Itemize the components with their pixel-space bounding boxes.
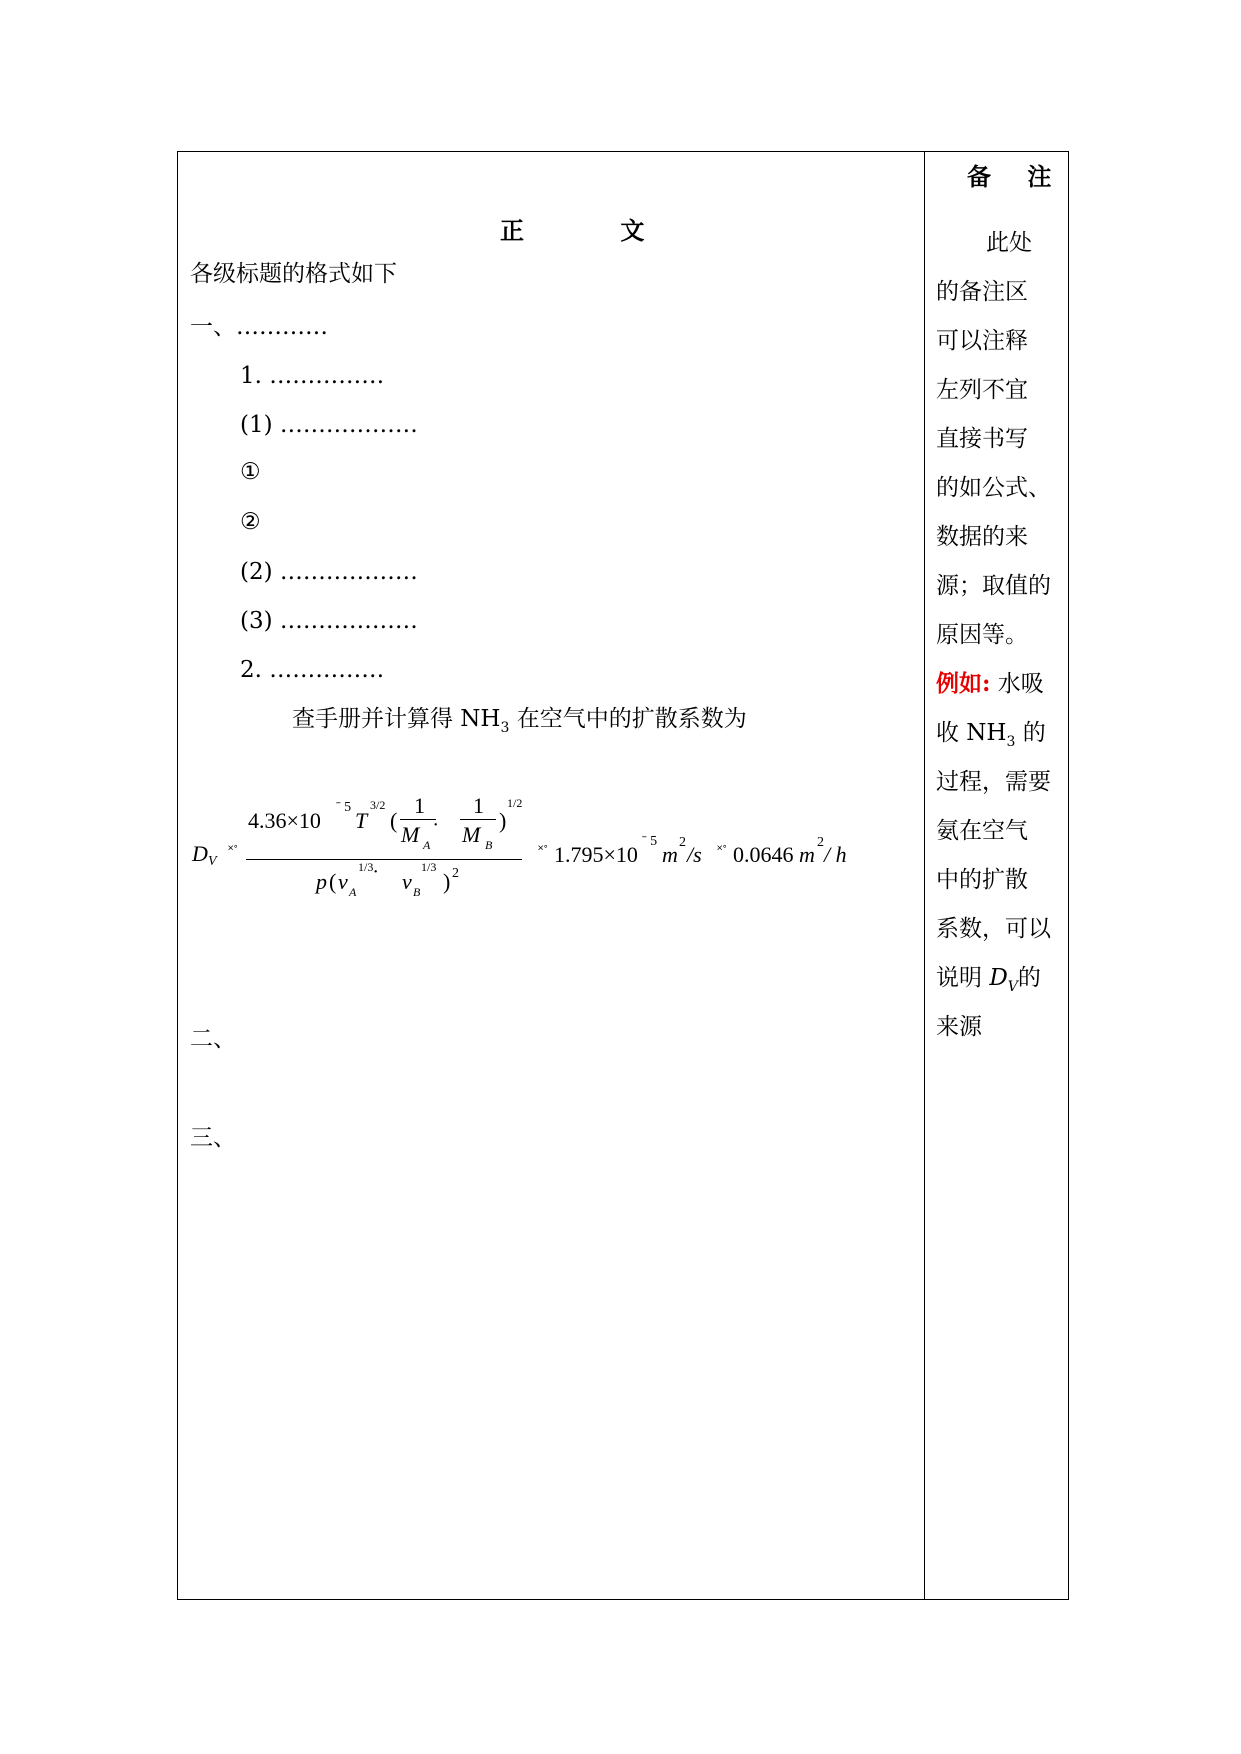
note-example-line-1 xyxy=(936,670,1044,698)
formula-den-exp2: 1/3 xyxy=(421,860,437,874)
note-line-1: 此处 xyxy=(986,230,1032,256)
formula-approx-1: ˟˚ xyxy=(228,844,239,859)
note-example-line-5: 中的扩散 xyxy=(936,867,1028,893)
note-line-7: 数据的来 xyxy=(936,524,1028,550)
formula-unit1-s: /s xyxy=(687,842,702,867)
heading-level-4-item-2: ② xyxy=(240,509,261,535)
formula-unit1-m: m xyxy=(662,842,678,867)
formula-unit1-sq: 2 xyxy=(679,835,686,850)
formula-den-vB-sub: B xyxy=(413,885,421,899)
formula-unit2-sq: 2 xyxy=(817,835,824,850)
formula-den-close: ) xyxy=(443,869,451,894)
formula-result2: 0.0646 xyxy=(733,842,794,867)
note-line-9: 原因等。 xyxy=(936,622,1028,648)
formula-T-exp: 3/2 xyxy=(370,798,386,812)
heading-level-4-item-1: ① xyxy=(240,459,261,485)
formula-numerator-coef: 4.36×10 xyxy=(248,808,321,833)
example-line-7-D-sub: V xyxy=(1007,979,1018,995)
formula-T: T xyxy=(355,808,368,833)
formula-outer-exp: 1/2 xyxy=(507,796,523,810)
calc-text-subscript: 3 xyxy=(500,720,510,736)
note-line-3: 可以注释 xyxy=(936,328,1028,354)
notes-header: 备 注 xyxy=(967,163,1066,191)
heading-level-2-item-2: 2. …………… xyxy=(240,657,385,683)
formula-result1: 1.795×10 xyxy=(554,842,638,867)
formula-approx-2: ˟˚ xyxy=(538,844,549,859)
formula-frac1-den: M xyxy=(401,822,420,847)
formula-paren-open: ( xyxy=(390,808,398,833)
example-line-7-after: 的 xyxy=(1017,965,1041,991)
example-line-7-before: 说明 xyxy=(936,965,990,991)
heading-level-3-item-1: (1) ……………… xyxy=(240,412,418,438)
formula-unit2-m: m xyxy=(799,842,815,867)
intro-text: 各级标题的格式如下 xyxy=(190,261,397,287)
heading-level-3-item-2: (2) ……………… xyxy=(240,559,418,585)
formula-frac1-num: 1 xyxy=(414,793,425,818)
heading-level-1: 一、………… xyxy=(190,314,328,340)
example-label: 例如: xyxy=(936,670,991,697)
example-line-7-D: D xyxy=(989,965,1008,991)
heading-level-3-item-3: (3) ……………… xyxy=(240,608,418,634)
formula-dot: ˙ xyxy=(432,818,440,843)
example-line-2-sub: 3 xyxy=(1006,734,1016,750)
section-2-heading: 二、 xyxy=(190,1026,236,1052)
formula-den-vA-sub: A xyxy=(349,885,357,899)
example-line-1-rest: 水吸 xyxy=(990,671,1044,697)
formula-paren-close: ) xyxy=(499,808,507,833)
formula-frac2-den: M xyxy=(462,822,481,847)
diffusion-coefficient-formula xyxy=(190,790,890,920)
note-example-line-7 xyxy=(936,964,1041,995)
formula-den-vA: v xyxy=(338,869,348,894)
calculation-sentence xyxy=(292,705,747,736)
note-line-2: 的备注区 xyxy=(936,279,1028,305)
heading-level-2: 1. …………… xyxy=(240,363,385,389)
formula-den-p: p xyxy=(316,869,327,894)
formula-result1-exp: ˉ 5 xyxy=(642,834,658,849)
note-example-line-3: 过程，需要 xyxy=(936,769,1051,795)
note-example-line-6: 系数，可以 xyxy=(936,916,1051,942)
formula-den-exp1: 1/3 xyxy=(358,860,374,874)
formula-numerator-exp: ˉ 5 xyxy=(336,800,352,815)
calc-text-before: 查手册并计算得 NH xyxy=(292,706,501,732)
formula-den-dot: ˙ xyxy=(372,865,380,890)
note-example-line-4: 氨在空气 xyxy=(936,818,1028,844)
note-line-4: 左列不宜 xyxy=(936,377,1028,403)
example-line-2-before: 收 NH xyxy=(936,720,1007,746)
formula-den-square: 2 xyxy=(452,866,459,881)
note-line-5: 直接书写 xyxy=(936,426,1028,452)
note-line-6: 的如公式、 xyxy=(936,475,1051,501)
formula-unit2-h: / h xyxy=(824,842,847,867)
calc-text-after: 在空气中的扩散系数为 xyxy=(509,706,747,732)
section-3-heading: 三、 xyxy=(190,1125,236,1151)
column-divider xyxy=(924,151,925,1600)
formula-den-open: ( xyxy=(329,869,337,894)
note-final-line: 来源 xyxy=(936,1014,982,1040)
formula-frac2-den-sub: B xyxy=(485,838,493,852)
note-line-8: 源；取值的 xyxy=(936,573,1051,599)
formula-frac1-den-sub: A xyxy=(423,838,431,852)
formula-frac2-num: 1 xyxy=(473,793,484,818)
formula-lhs-sub: V xyxy=(208,854,217,869)
formula-den-vB: v xyxy=(402,869,412,894)
note-example-line-2 xyxy=(936,719,1046,750)
formula-approx-3: ˟˚ xyxy=(717,844,728,859)
main-title: 正 文 xyxy=(500,217,689,245)
example-line-2-after: 的 xyxy=(1015,720,1046,746)
formula-lhs: D xyxy=(192,841,208,866)
